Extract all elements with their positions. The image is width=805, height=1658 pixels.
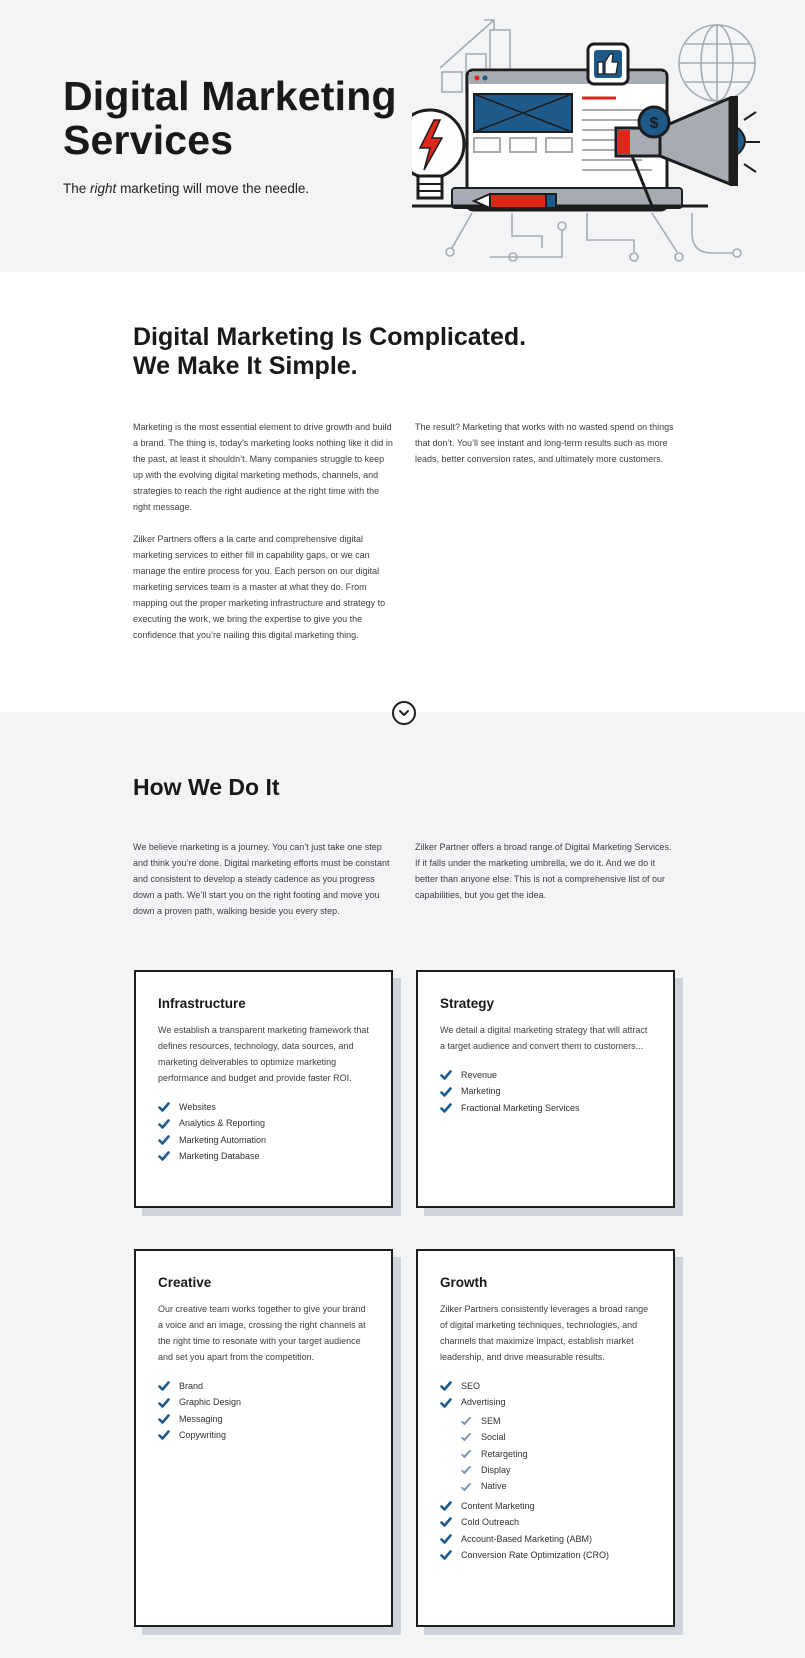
card-list	[440, 1378, 651, 1411]
list-item: Fractional Marketing Services	[440, 1100, 651, 1116]
how-paragraph: Zilker Partner offers a broad range of Digital Marketing Services. If it falls under the marketing umbrella, we do it. And we do it better than anyone else. This is not a comprehensive list of our capabilities, but you get the idea.	[415, 842, 672, 900]
card-growth	[416, 1249, 675, 1627]
card-title: Growth	[440, 1275, 488, 1290]
intro-left-column	[133, 419, 393, 643]
sub-list-item: Native	[460, 1478, 651, 1494]
tagline-emphasis: right	[90, 181, 117, 196]
svg-text:$: $	[649, 115, 659, 132]
card-list	[440, 1498, 651, 1564]
list-item: Cold Outreach	[440, 1514, 651, 1530]
check-icon	[158, 1397, 170, 1409]
tagline-suffix: marketing will move the needle.	[120, 181, 310, 196]
check-icon	[158, 1380, 170, 1392]
card-title: Strategy	[440, 996, 495, 1011]
lightbulb-icon	[412, 110, 464, 198]
list-item: Marketing	[440, 1083, 651, 1099]
list-item: Content Marketing	[440, 1498, 651, 1514]
hero-illustration	[412, 8, 805, 270]
card-infrastructure	[134, 970, 393, 1208]
list-item: Marketing Database	[158, 1148, 369, 1164]
card-title: Infrastructure	[158, 996, 246, 1011]
card-list	[440, 1067, 651, 1116]
check-outline-icon	[460, 1415, 472, 1427]
check-outline-icon	[460, 1464, 472, 1476]
card-creative	[134, 1249, 393, 1627]
check-icon	[440, 1102, 452, 1114]
check-icon	[158, 1134, 170, 1146]
list-item: Advertising	[440, 1394, 651, 1410]
list-item: Marketing Automation	[158, 1132, 369, 1148]
intro-heading-line1: Digital Marketing Is Complicated.	[133, 323, 527, 351]
list-item: SEO	[440, 1378, 651, 1394]
page-title-line2: Services	[63, 117, 234, 163]
card-description: Our creative team works together to give your brand a voice and an image, crossing the right channels at the right time to resonate with your target audience and set you apart from the competition.	[158, 1304, 366, 1362]
sub-list-item: Social	[460, 1429, 651, 1445]
list-item: Analytics & Reporting	[158, 1115, 369, 1131]
list-item: Graphic Design	[158, 1394, 369, 1410]
intro-heading-line2: We Make It Simple.	[133, 352, 358, 380]
check-icon	[440, 1086, 452, 1098]
check-icon	[440, 1533, 452, 1545]
how-paragraph: We believe marketing is a journey. You can’t just take one step and think you’re done. Digital marketing efforts must be constant and consistent to develop a steady cadence as you progress down a path. We’ll start you on the right footing and move you down a proven path, walking beside you every step.	[133, 842, 390, 916]
check-icon	[158, 1101, 170, 1113]
card-title: Creative	[158, 1275, 212, 1290]
intro-right-column	[415, 419, 675, 467]
check-icon	[158, 1150, 170, 1162]
intro-paragraph: The result? Marketing that works with no wasted spend on things that don’t. You’ll see instant and long-term results such as more leads, better conversion rates, and ultimately more customers.	[415, 422, 674, 464]
circuit-lines	[446, 213, 741, 261]
check-icon	[440, 1397, 452, 1409]
hero-tagline	[63, 181, 309, 196]
list-item: Revenue	[440, 1067, 651, 1083]
card-list	[158, 1378, 369, 1444]
check-icon	[440, 1380, 452, 1392]
check-icon	[440, 1516, 452, 1528]
card-list	[158, 1099, 369, 1165]
check-outline-icon	[460, 1448, 472, 1460]
advertising-sublist	[440, 1413, 651, 1495]
intro-paragraph: Zilker Partners offers a la carte and comprehensive digital marketing services to either fill in capability gaps, or we can manage the entire process for you. Each person on our digital marketing services team is a master at what they do. From mapping out the proper marketing infrastructure and strategy to executing the work, we bring the expertise to give you the confidence that you’re nailing this digital marketing thing.	[133, 534, 386, 640]
check-icon	[158, 1429, 170, 1441]
intro-paragraph: Marketing is the most essential element to drive growth and build a brand. The thing is, today’s marketing looks nothing like it did in the past, at least it shouldn’t. Many companies struggle to keep up with the evolving digital marketing methods, channels, and strategies to reach the right audience at the right time with the right message.	[133, 422, 393, 512]
intro-heading	[133, 323, 526, 381]
page-title-line1: Digital Marketing	[63, 73, 397, 119]
check-icon	[440, 1549, 452, 1561]
hero-section	[0, 0, 805, 272]
sub-list-item: Display	[460, 1462, 651, 1478]
check-outline-icon	[460, 1481, 472, 1493]
check-icon	[440, 1069, 452, 1081]
check-icon	[158, 1413, 170, 1425]
thumbs-up-icon	[588, 44, 628, 84]
intro-section	[0, 272, 805, 712]
chevron-down-icon	[397, 706, 411, 720]
card-strategy	[416, 970, 675, 1208]
pencil-icon	[474, 194, 556, 208]
card-description: We detail a digital marketing strategy that will attract a target audience and convert them to customers...	[440, 1025, 648, 1051]
list-item: Conversion Rate Optimization (CRO)	[440, 1547, 651, 1563]
check-icon	[440, 1500, 452, 1512]
how-left-column	[133, 839, 395, 919]
scroll-down-button[interactable]	[392, 701, 416, 725]
list-item: Copywriting	[158, 1427, 369, 1443]
tagline-prefix: The	[63, 181, 87, 196]
card-description: We establish a transparent marketing framework that defines resources, technology, data sources, and marketing deliverables to optimize marketing performance and budget and provide faster ROI.	[158, 1025, 369, 1083]
sub-list-item: SEM	[460, 1413, 651, 1429]
list-item: Brand	[158, 1378, 369, 1394]
globe-icon	[679, 25, 755, 101]
how-right-column	[415, 839, 673, 903]
sub-list-item: Retargeting	[460, 1446, 651, 1462]
check-outline-icon	[460, 1431, 472, 1443]
check-icon	[158, 1118, 170, 1130]
list-item: Websites	[158, 1099, 369, 1115]
how-heading: How We Do It	[133, 774, 280, 800]
list-item: Account-Based Marketing (ABM)	[440, 1531, 651, 1547]
card-description: Zilker Partners consistently leverages a broad range of digital marketing techniques, technologies, and channels that maximize impact, establish market leadership, and drive measurable results.	[440, 1304, 649, 1362]
list-item: Messaging	[158, 1411, 369, 1427]
page-title	[63, 74, 397, 162]
